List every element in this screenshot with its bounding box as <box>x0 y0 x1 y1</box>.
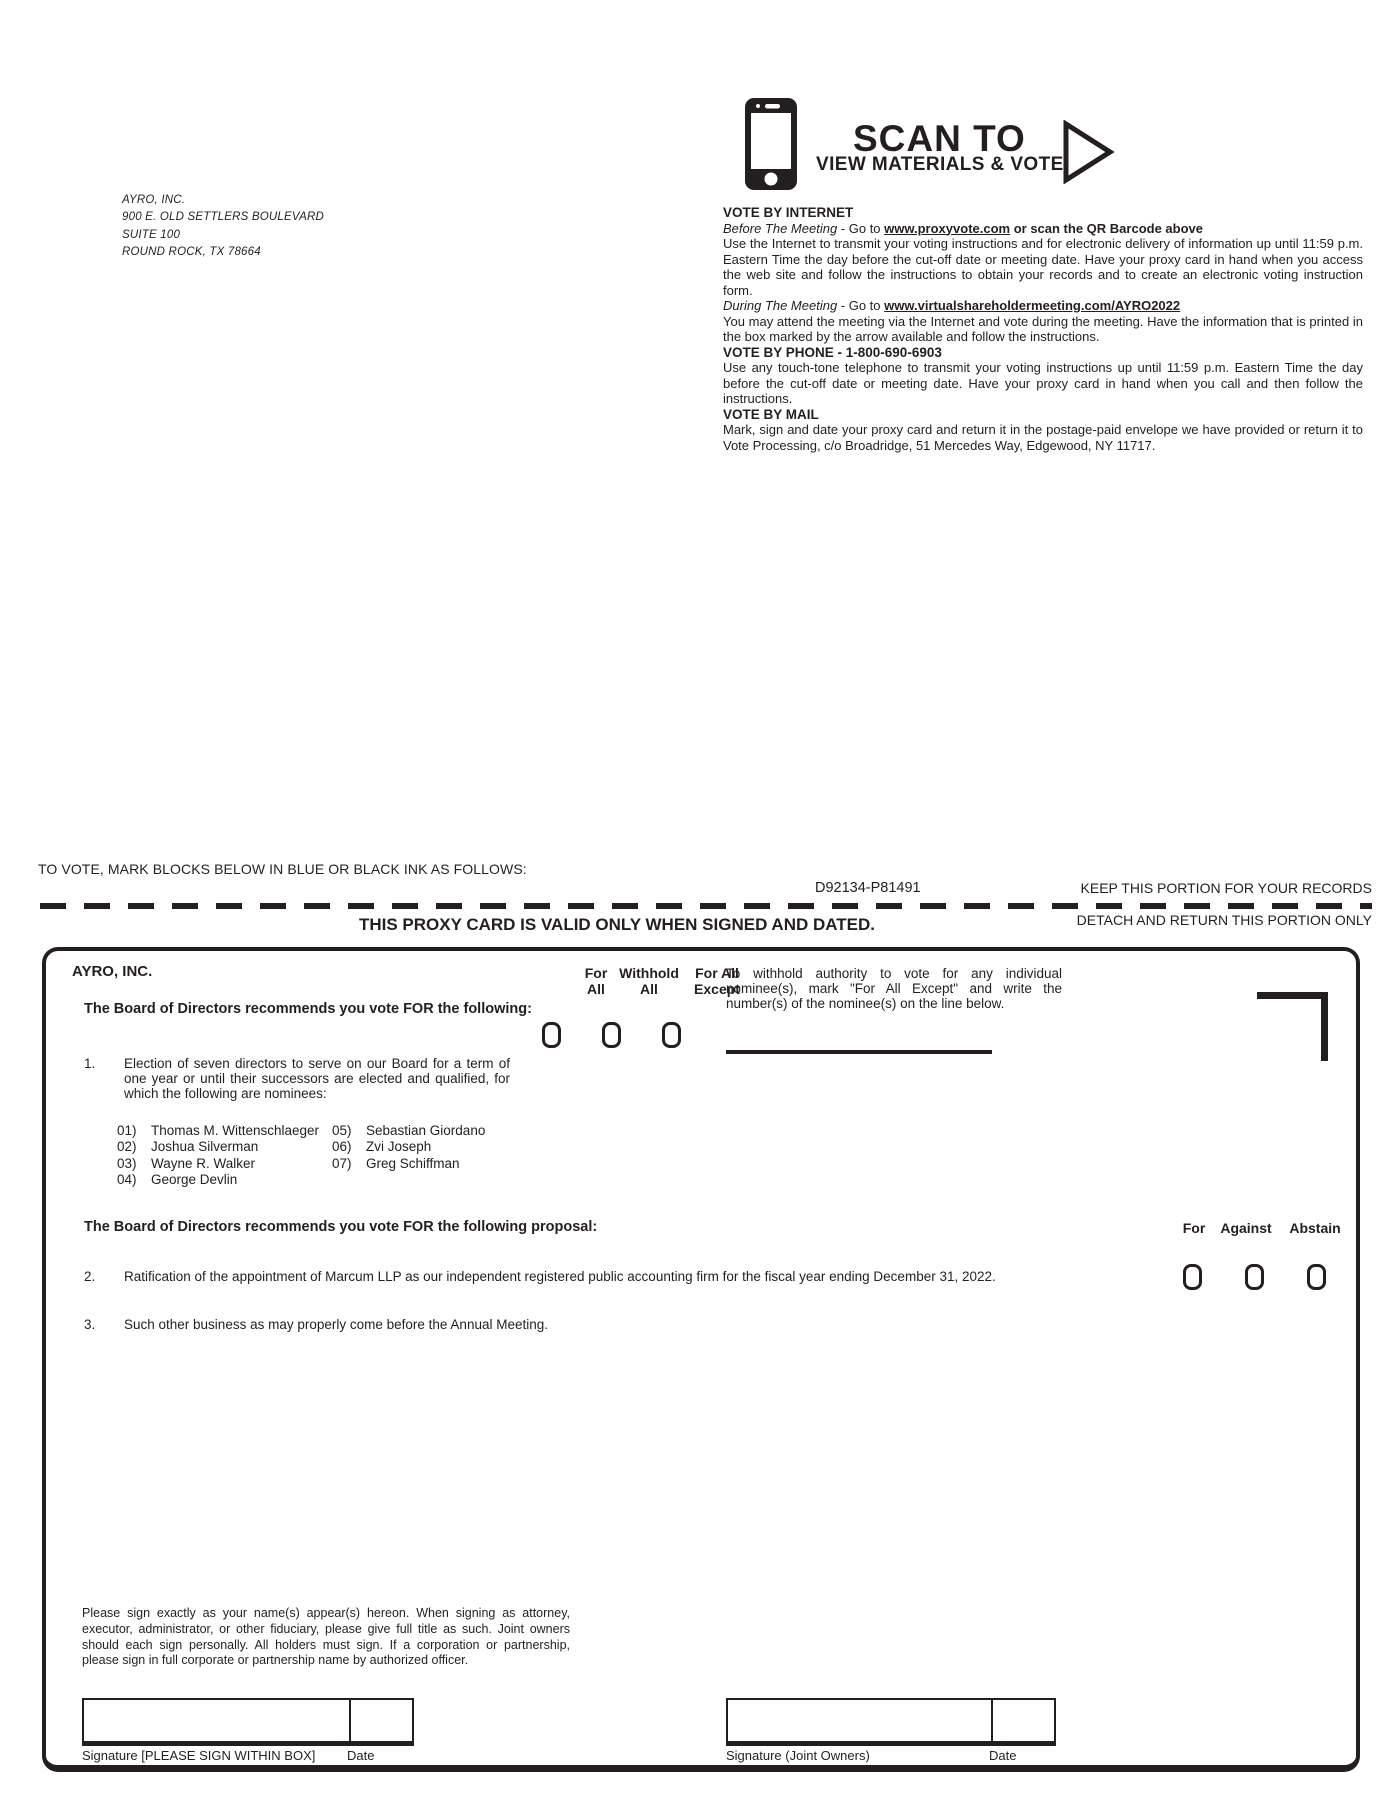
column-header-withhold-all: Withhold All <box>619 965 679 997</box>
item2-number: 2. <box>84 1269 96 1284</box>
go-to-text: - Go to <box>837 298 885 313</box>
scan-to-title: SCAN TO <box>853 118 1026 159</box>
qr-barcode-text: or scan the QR Barcode above <box>1010 220 1203 236</box>
card-company-name: AYRO, INC. <box>72 963 153 980</box>
valid-when-signed-note: THIS PROXY CARD IS VALID ONLY WHEN SIGNED AND DATED. <box>358 915 876 934</box>
column-header-for-all: For All <box>584 965 608 997</box>
vote-by-phone-heading: VOTE BY PHONE - 1-800-690-6903 <box>723 344 942 360</box>
date-cell-divider <box>349 1700 351 1741</box>
detach-dashed-line <box>40 903 1372 909</box>
before-meeting-line <box>723 221 1363 237</box>
board-recommendation-2: The Board of Directors recommends you vote FOR the following proposal: <box>84 1219 598 1235</box>
during-meeting-label: During The Meeting <box>723 298 838 313</box>
virtual-meeting-link[interactable]: www.virtualshareholdermeeting.com/AYRO2022 <box>884 298 1181 313</box>
nominee-row: 05) Sebastian Giordano <box>332 1123 486 1138</box>
address-line: SUITE 100 <box>122 228 181 241</box>
smartphone-icon <box>745 98 797 195</box>
item1-number: 1. <box>84 1056 96 1071</box>
mail-paragraph: Mark, sign and date your proxy card and return it in the postage-paid envelope we have provided or return it to Vote Processing, c/o Broadridge, 51 Mercedes Way, Edgewood, NY 11717. <box>723 422 1363 453</box>
proxyvote-link[interactable]: www.proxyvote.com <box>884 220 1011 236</box>
mark-blocks-instruction: TO VOTE, MARK BLOCKS BELOW IN BLUE OR BLACK INK AS FOLLOWS: <box>38 861 527 877</box>
arrow-triangle-icon <box>1063 120 1115 189</box>
nominee-row: 07) Greg Schiffman <box>332 1155 460 1171</box>
vote-by-internet-heading: VOTE BY INTERNET <box>723 205 854 220</box>
oval-abstain[interactable] <box>1307 1264 1326 1290</box>
nominee-list-column1 <box>117 1123 319 1189</box>
nominee-row: 04) George Devlin <box>117 1172 238 1188</box>
voting-instructions <box>723 205 1363 453</box>
date-label: Date <box>989 1748 1017 1763</box>
date-cell-divider <box>991 1700 993 1741</box>
detach-return-note: DETACH AND RETURN THIS PORTION ONLY <box>1076 912 1372 928</box>
signature-joint-label: Signature (Joint Owners) <box>726 1748 870 1763</box>
oval-for-all[interactable] <box>542 1022 561 1048</box>
control-number: D92134-P81491 <box>815 880 921 896</box>
company-name: AYRO, INC. <box>122 194 186 206</box>
oval-withhold-all[interactable] <box>602 1022 621 1048</box>
nominee-row: 01) Thomas M. Wittenschlaeger <box>117 1123 320 1138</box>
phone-paragraph: Use any touch-tone telephone to transmit your voting instructions up until 11:59 p.m. Eastern Time the day before the cut-off date or meeting date. Have your proxy card in hand when you call and then follow the instructions. <box>723 360 1363 406</box>
date-label: Date <box>347 1748 375 1763</box>
corner-bracket-mark <box>1257 992 1328 1061</box>
go-to-text: - Go to <box>837 220 885 236</box>
column-header-for: For <box>1182 1220 1206 1236</box>
signature-box-joint[interactable] <box>726 1698 1056 1746</box>
address-line: ROUND ROCK, TX 78664 <box>122 245 261 258</box>
item2-text: Ratification of the appointment of Marcum LLP as our independent registered public accounting firm for the fiscal year ending December 31, 2022. <box>124 1269 996 1284</box>
board-recommendation-1: The Board of Directors recommends you vote FOR the following: <box>84 1001 532 1017</box>
nominee-row: 02) Joshua Silverman <box>117 1139 259 1155</box>
scan-to-subtitle: VIEW MATERIALS & VOTE <box>816 154 1064 175</box>
please-sign-note: Please sign exactly as your name(s) appear(s) hereon. When signing as attorney, executor, administrator, or other fiduciary, please give full title as such. Joint owners should each sign personally. All holders must sign. If a corporation or partnership, please sign in full corporate or partnership name by authorized officer. <box>82 1606 570 1668</box>
signature-primary-label: Signature [PLEASE SIGN WITHIN BOX] <box>82 1748 316 1763</box>
column-header-abstain: Abstain <box>1289 1220 1341 1236</box>
nominee-row: 03) Wayne R. Walker <box>117 1155 256 1171</box>
item1-text: Election of seven directors to serve on our Board for a term of one year or until their successors are elected and qualified, for which the following are nominees: <box>124 1056 510 1102</box>
recipient-address-block <box>122 192 324 261</box>
internet-paragraph: Use the Internet to transmit your voting instructions and for electronic delivery of information up until 11:59 p.m. Eastern Time the day before the cut-off date or meeting date. Have your proxy card in hand when you access the web site and follow the instructions to obtain your records and to create an electronic voting instruction form. <box>723 236 1363 298</box>
before-meeting-label: Before The Meeting <box>723 220 838 236</box>
attend-meeting-paragraph: You may attend the meeting via the Internet and vote during the meeting. Have the information that is printed in the box marked by the arrow available and follow the instructions. <box>723 313 1363 344</box>
nominee-list-column2 <box>332 1123 485 1172</box>
except-write-in-line[interactable] <box>726 1050 992 1054</box>
oval-against[interactable] <box>1245 1264 1264 1290</box>
proxy-ballot-card <box>42 947 1360 1772</box>
column-header-for-all-except: For All Except <box>694 965 740 997</box>
oval-for[interactable] <box>1183 1264 1202 1290</box>
address-line: 900 E. OLD SETTLERS BOULEVARD <box>122 211 325 224</box>
vote-by-mail-heading: VOTE BY MAIL <box>723 406 819 422</box>
during-meeting-line <box>723 298 1363 314</box>
withhold-authority-note: To withhold authority to vote for any individual nominee(s), mark "For All Except" and write the number(s) of the nominee(s) on the line below. <box>726 966 1062 1011</box>
nominee-row: 06) Zvi Joseph <box>332 1139 432 1155</box>
item3-text: Such other business as may properly come before the Annual Meeting. <box>124 1317 548 1332</box>
item3-number: 3. <box>84 1317 96 1332</box>
oval-for-all-except[interactable] <box>662 1022 681 1048</box>
signature-box-primary[interactable] <box>82 1698 414 1746</box>
keep-portion-note: KEEP THIS PORTION FOR YOUR RECORDS <box>1080 880 1372 896</box>
column-header-against: Against <box>1220 1220 1272 1236</box>
